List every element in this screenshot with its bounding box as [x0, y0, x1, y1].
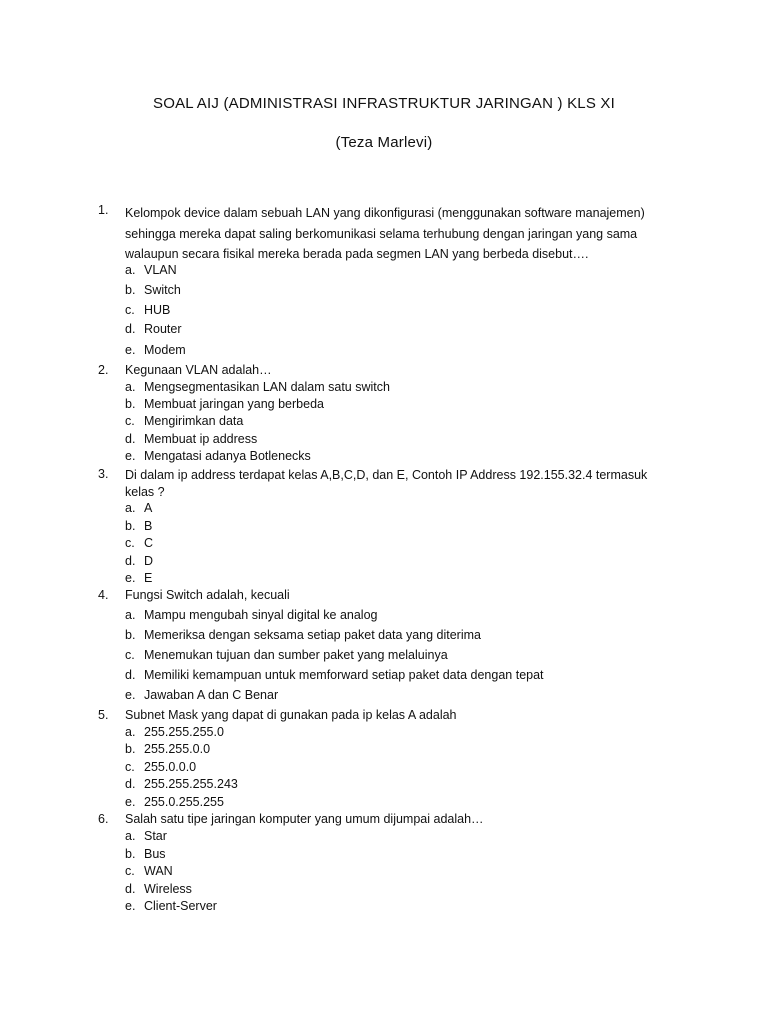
option-a: a. Mengsegmentasikan LAN dalam satu switch	[125, 380, 390, 394]
option-c: c. 255.0.0.0	[125, 760, 197, 774]
question-number: 3.	[98, 467, 109, 481]
question-text: Salah satu tipe jaringan komputer yang umum dijumpai adalah…	[125, 812, 484, 826]
option-d: d. Memiliki kemampuan untuk memforward setiap paket data dengan tepat	[125, 668, 544, 682]
option-e: e. Modem	[125, 343, 186, 357]
document-author: (Teza Marlevi)	[335, 134, 433, 151]
option-c: c. Mengirimkan data	[125, 414, 244, 428]
option-a: a. Star	[125, 829, 167, 843]
option-a: a. A	[125, 501, 153, 515]
option-d: d. Membuat ip address	[125, 432, 258, 446]
option-c: c. C	[125, 536, 154, 550]
option-b: b. Membuat jaringan yang berbeda	[125, 397, 324, 411]
option-b: b. B	[125, 519, 153, 533]
option-d: d. 255.255.255.243	[125, 777, 238, 791]
option-d: d. Wireless	[125, 882, 192, 896]
option-b: b. Switch	[125, 283, 181, 297]
question-number: 4.	[98, 588, 109, 602]
option-a: a. 255.255.255.0	[125, 725, 224, 739]
option-c: c. WAN	[125, 864, 173, 878]
question-number: 1.	[98, 203, 109, 217]
option-c: c. Menemukan tujuan dan sumber paket yang melaluinya	[125, 648, 448, 662]
option-b: b. 255.255.0.0	[125, 742, 211, 756]
question-text: Fungsi Switch adalah, kecuali	[125, 588, 290, 602]
question-number: 6.	[98, 812, 109, 826]
option-d: d. Router	[125, 322, 182, 336]
option-a: a. Mampu mengubah sinyal digital ke analog	[125, 608, 378, 622]
question-text: Subnet Mask yang dapat di gunakan pada ip kelas A adalah	[125, 708, 457, 722]
option-e: e. Jawaban A dan C Benar	[125, 688, 279, 702]
question-text: Kegunaan VLAN adalah…	[125, 363, 272, 377]
option-e: e. Client-Server	[125, 899, 217, 913]
option-e: e. Mengatasi adanya Botlenecks	[125, 449, 311, 463]
option-b: b. Memeriksa dengan seksama setiap paket data yang diterima	[125, 628, 481, 642]
option-e: e. 255.0.255.255	[125, 795, 224, 809]
option-d: d. D	[125, 554, 154, 568]
question-text: Di dalam ip address terdapat kelas A,B,C,D, dan E, Contoh IP Address 192.155.32.4 termasuk kelas ?	[125, 468, 648, 499]
option-a: a. VLAN	[125, 263, 177, 277]
option-c: c. HUB	[125, 303, 171, 317]
question-text: Kelompok device dalam sebuah LAN yang dikonfigurasi (menggunakan software manajemen) sehingga mereka dapat saling berkomunikasi selama terhubung dengan jaringan yang sama walaupun secara fisikal mereka berada pada segmen LAN yang berbeda disebut….	[125, 206, 645, 261]
document-title: SOAL AIJ (ADMINISTRASI INFRASTRUKTUR JARINGAN ) KLS XI	[153, 95, 615, 112]
option-e: e. E	[125, 571, 153, 585]
question-number: 5.	[98, 708, 109, 722]
option-b: b. Bus	[125, 847, 166, 861]
question-number: 2.	[98, 363, 109, 377]
